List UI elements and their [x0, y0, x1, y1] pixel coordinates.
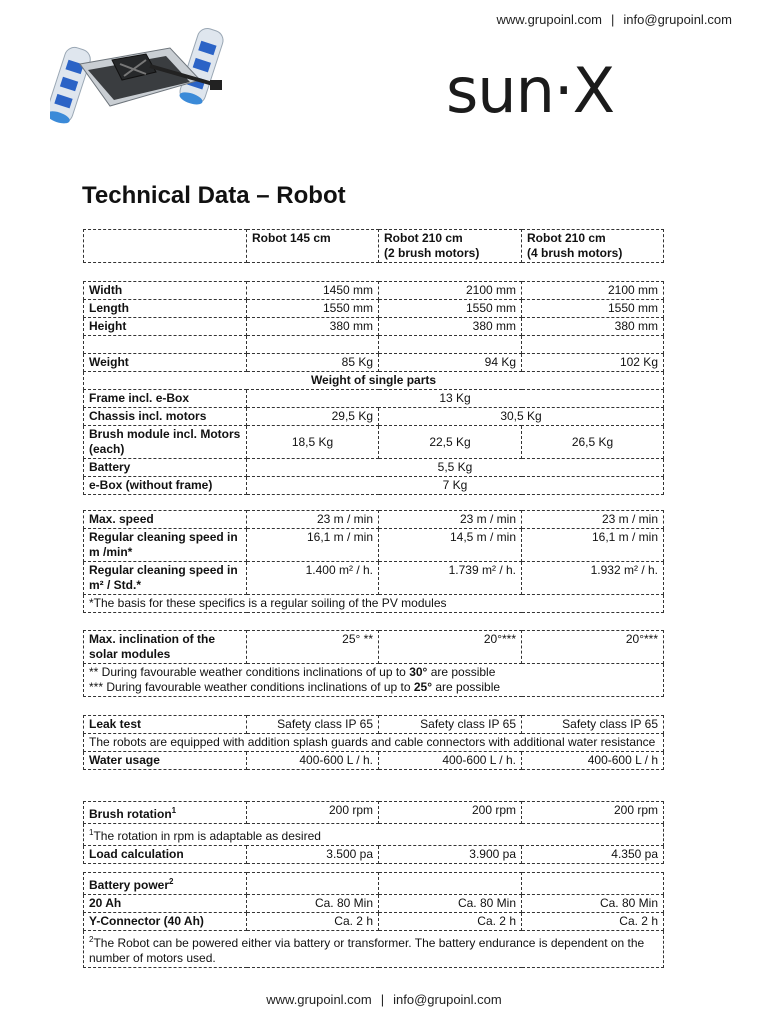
weight-value: 85 Kg — [247, 354, 379, 372]
header-separator: | — [611, 12, 615, 27]
area-speed-value: 1.400 m² / h. — [247, 562, 379, 595]
table-row — [84, 459, 664, 477]
table-row — [84, 408, 664, 426]
model-210-2-sub: (2 brush motors) — [384, 246, 480, 260]
chassis-value: 29,5 Kg — [247, 408, 379, 426]
table-row — [84, 318, 664, 336]
brush-module-value: 26,5 Kg — [522, 426, 664, 459]
empty-cell — [84, 230, 247, 263]
table-row — [84, 372, 664, 390]
battery-power-label — [84, 873, 247, 895]
header-email-link[interactable]: info@grupoinl.com — [623, 12, 732, 27]
width-value: 2100 mm — [379, 282, 522, 300]
speed-table — [83, 510, 664, 613]
table-row — [84, 426, 664, 459]
footnote-text: ** During favourable weather conditions inclinations of up to — [89, 665, 410, 679]
water-usage-value: 400-600 L / h — [522, 752, 664, 770]
brush-rotation-note-text: The rotation in rpm is adaptable as desired — [93, 829, 321, 843]
max-speed-value: 23 m / min — [522, 511, 664, 529]
brush-module-value: 18,5 Kg — [247, 426, 379, 459]
ebox-label: e-Box (without frame) — [84, 477, 247, 495]
height-value: 380 mm — [247, 318, 379, 336]
brush-rotation-label — [84, 802, 247, 824]
battery-power-table — [83, 872, 664, 968]
load-calculation-value: 3.500 pa — [247, 846, 379, 864]
height-value: 380 mm — [379, 318, 522, 336]
area-speed-label: Regular cleaning speed in m² / Std.* — [84, 562, 247, 595]
model-145-label: Robot 145 cm — [252, 231, 331, 245]
footer-website-link[interactable]: www.grupoinl.com — [266, 992, 372, 1007]
cleaning-speed-value: 16,1 m / min — [522, 529, 664, 562]
table-row — [84, 752, 664, 770]
table-row — [84, 664, 664, 697]
dimensions-weight-table — [83, 281, 664, 495]
load-calculation-value: 4.350 pa — [522, 846, 664, 864]
table-row — [84, 390, 664, 408]
footer-separator: | — [380, 992, 385, 1007]
table-row — [84, 595, 664, 613]
battery-power-text: Battery power — [89, 878, 170, 892]
height-value: 380 mm — [522, 318, 664, 336]
footnote-text: are possible — [427, 665, 496, 679]
leak-test-value: Safety class IP 65 — [522, 716, 664, 734]
footer-contact — [0, 992, 768, 1007]
area-speed-value: 1.932 m² / h. — [522, 562, 664, 595]
leak-test-label: Leak test — [84, 716, 247, 734]
battery-20ah-value: Ca. 80 Min — [379, 895, 522, 913]
length-value: 1550 mm — [379, 300, 522, 318]
weight-value: 102 Kg — [522, 354, 664, 372]
empty-cell — [522, 873, 664, 895]
speed-footnote: *The basis for these specifics is a regular soiling of the PV modules — [84, 595, 664, 613]
brush-rotation-note — [84, 824, 664, 846]
table-row — [84, 913, 664, 931]
width-label: Width — [84, 282, 247, 300]
empty-cell — [247, 873, 379, 895]
frame-value: 13 Kg — [247, 390, 664, 408]
header-contact — [497, 12, 732, 27]
length-value: 1550 mm — [522, 300, 664, 318]
leak-test-value: Safety class IP 65 — [379, 716, 522, 734]
battery-note-text: The Robot can be powered either via battery or transformer. The battery endurance is dependent on the number of motors used. — [89, 936, 645, 965]
brand-logo-text: sun·X — [446, 54, 615, 127]
inclination-label: Max. inclination of the solar modules — [84, 631, 247, 664]
load-calculation-value: 3.900 pa — [379, 846, 522, 864]
y-connector-value: Ca. 2 h — [247, 913, 379, 931]
weight-value: 94 Kg — [379, 354, 522, 372]
table-row — [84, 824, 664, 846]
model-210-label: Robot 210 cm — [384, 231, 463, 245]
footnote-marker: 2 — [89, 935, 94, 944]
chassis-value-210: 30,5 Kg — [379, 408, 664, 426]
model-210-label: Robot 210 cm — [527, 231, 606, 245]
load-calculation-label: Load calculation — [84, 846, 247, 864]
cleaning-speed-value: 16,1 m / min — [247, 529, 379, 562]
model-header-table — [83, 229, 664, 263]
table-row — [84, 282, 664, 300]
model-210-2-header — [379, 230, 522, 263]
footer-email-link[interactable]: info@grupoinl.com — [393, 992, 502, 1007]
model-210-4-sub: (4 brush motors) — [527, 246, 623, 260]
max-speed-value: 23 m / min — [247, 511, 379, 529]
inclination-value: 25° ** — [247, 631, 379, 664]
empty-cell — [247, 336, 379, 354]
leak-test-note: The robots are equipped with addition splash guards and cable connectors with additional water resistance — [84, 734, 664, 752]
battery-20ah-label: 20 Ah — [84, 895, 247, 913]
battery-20ah-value: Ca. 80 Min — [522, 895, 664, 913]
brush-module-value: 22,5 Kg — [379, 426, 522, 459]
table-row — [84, 354, 664, 372]
cleaning-speed-value: 14,5 m / min — [379, 529, 522, 562]
footnote-marker: 2 — [169, 877, 174, 886]
frame-label: Frame incl. e-Box — [84, 390, 247, 408]
empty-cell — [379, 873, 522, 895]
battery-note — [84, 931, 664, 968]
leak-test-table — [83, 715, 664, 770]
water-usage-value: 400-600 L / h. — [379, 752, 522, 770]
footnote-text: *** During favourable weather conditions inclinations of up to — [89, 680, 414, 694]
cleaning-speed-label: Regular cleaning speed in m /min* — [84, 529, 247, 562]
table-row — [84, 931, 664, 968]
y-connector-value: Ca. 2 h — [522, 913, 664, 931]
table-row — [84, 336, 664, 354]
leak-test-value: Safety class IP 65 — [247, 716, 379, 734]
table-row — [84, 895, 664, 913]
table-row — [84, 846, 664, 864]
footnote-marker: 1 — [89, 828, 94, 837]
footnote-marker: 1 — [171, 806, 177, 815]
length-label: Length — [84, 300, 247, 318]
water-usage-label: Water usage — [84, 752, 247, 770]
model-145-header — [247, 230, 379, 263]
table-row — [84, 529, 664, 562]
empty-cell — [522, 336, 664, 354]
header-website-link[interactable]: www.grupoinl.com — [496, 12, 603, 27]
table-row — [84, 300, 664, 318]
y-connector-value: Ca. 2 h — [379, 913, 522, 931]
y-connector-label: Y-Connector (40 Ah) — [84, 913, 247, 931]
inclination-table — [83, 630, 664, 697]
table-row — [84, 716, 664, 734]
footnote-text: are possible — [432, 680, 501, 694]
length-value: 1550 mm — [247, 300, 379, 318]
table-row — [84, 631, 664, 664]
chassis-label: Chassis incl. motors — [84, 408, 247, 426]
brush-rotation-table — [83, 801, 664, 864]
empty-cell — [379, 336, 522, 354]
table-row — [84, 873, 664, 895]
table-row — [84, 230, 664, 263]
height-label: Height — [84, 318, 247, 336]
table-row — [84, 511, 664, 529]
width-value: 1450 mm — [247, 282, 379, 300]
footnote-emphasis: 25° — [413, 680, 433, 694]
table-row — [84, 562, 664, 595]
battery-weight-value: 5,5 Kg — [247, 459, 664, 477]
brand-logo — [446, 54, 664, 140]
page-title: Technical Data – Robot — [82, 182, 346, 209]
table-row — [84, 477, 664, 495]
brush-rotation-value: 200 rpm — [379, 802, 522, 824]
battery-weight-label: Battery — [84, 459, 247, 477]
inclination-footnotes — [84, 664, 664, 697]
brush-module-label: Brush module incl. Motors (each) — [84, 426, 247, 459]
footnote-emphasis: 30° — [409, 665, 428, 679]
area-speed-value: 1.739 m² / h. — [379, 562, 522, 595]
battery-20ah-value: Ca. 80 Min — [247, 895, 379, 913]
ebox-value: 7 Kg — [247, 477, 664, 495]
width-value: 2100 mm — [522, 282, 664, 300]
max-speed-value: 23 m / min — [379, 511, 522, 529]
table-row — [84, 802, 664, 824]
table-row — [84, 734, 664, 752]
brush-rotation-value: 200 rpm — [522, 802, 664, 824]
inclination-value: 20°*** — [379, 631, 522, 664]
weight-label: Weight — [84, 354, 247, 372]
empty-cell — [84, 336, 247, 354]
inclination-value: 20°*** — [522, 631, 664, 664]
brush-rotation-text: Brush rotation — [89, 807, 172, 821]
robot-image — [50, 24, 226, 136]
brush-rotation-value: 200 rpm — [247, 802, 379, 824]
single-parts-heading: Weight of single parts — [84, 372, 664, 390]
max-speed-label: Max. speed — [84, 511, 247, 529]
model-210-4-header — [522, 230, 664, 263]
water-usage-value: 400-600 L / h. — [247, 752, 379, 770]
